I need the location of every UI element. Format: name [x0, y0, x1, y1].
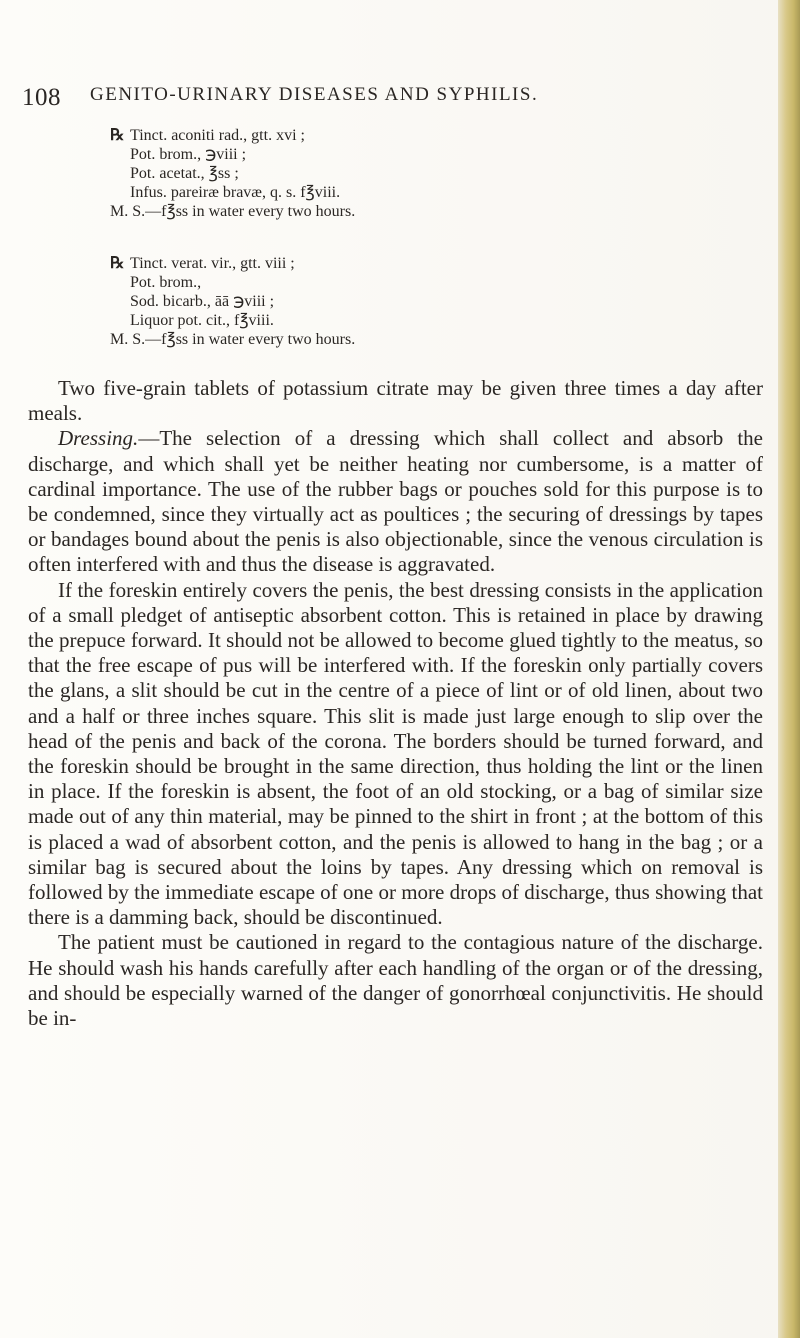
paragraph-text: The patient must be cautioned in regard to the contagious nature of the discharge. He should wash his hands carefully after each handling of the organ or of the dressing, and should be especially warned of the danger of gonorrhœal conjunctivitis. He should be in-: [28, 930, 763, 1031]
prescription-line: Pot. brom., ℈viii ;: [130, 146, 247, 163]
prescription-2: [110, 254, 355, 349]
paragraph-patient-caution: [28, 930, 763, 1031]
paragraph-foreskin: [28, 578, 763, 931]
paragraph-potassium-citrate: [28, 376, 763, 426]
rx-symbol: ℞: [110, 255, 125, 272]
prescription-line: Pot. acetat., ℥ss ;: [130, 165, 239, 182]
page-number: 108: [22, 84, 61, 111]
prescription-line: Pot. brom.,: [130, 274, 202, 291]
prescription-line: Liquor pot. cit., f℥viii.: [130, 312, 274, 329]
prescription-line: Infus. pareiræ bravæ, q. s. f℥viii.: [130, 184, 341, 201]
prescription-1: [110, 126, 355, 221]
running-head: GENITO-URINARY DISEASES AND SYPHILIS.: [90, 84, 539, 105]
prescription-ingredient: Tinct. aconiti rad., gtt. xvi ;: [130, 127, 305, 144]
paragraph-text: Two five-grain tablets of potassium citrate may be given three times a day after meals.: [28, 376, 763, 426]
paragraph-text: If the foreskin entirely covers the penis, the best dressing consists in the application of a small pledget of antiseptic absorbent cotton. This is retained in place by drawing the prepuce forward. It should not be allowed to become glued tightly to the meatus, so that the free escape of pus will be interfered with. If the foreskin only partially covers the glans, a slit should be cut in the centre of a piece of lint or of old linen, about two and a half or three inches square. This slit is made just large enough to slip over the head of the penis and back of the corona. The borders should be turned forward, and the foreskin should be brought in the same direction, thus holding the lint or the linen in place. If the foreskin is absent, the foot of an old stocking, or a bag of similar size made out of any thin material, may be pinned to the shirt in front ; at the bottom of this is placed a wad of absorbent cotton, and the penis is allowed to hang in the bag ; or a similar bag is secured about the loins by tapes. Any dressing which on removal is followed by the immediate escape of one or more drops of discharge, thus showing that there is a damming back, should be discontinued.: [28, 577, 764, 930]
prescription-directions: M. S.—f℥ss in water every two hours.: [110, 331, 356, 348]
paragraph-dressing: [28, 426, 763, 577]
paragraph-lead: Dressing.: [58, 426, 139, 451]
paragraph-text: —The selection of a dressing which shall collect and absorb the discharge, and which shall yet be neither heating nor cumbersome, is a matter of cardinal importance. The use of the rubber bags or pouches sold for this purpose is to be condemned, since they virtually act as poultices ; the securing of dressings by tapes or bandages bound about the penis is also objectionable, since the venous circulation is often interfered with and thus the disease is aggravated.: [28, 426, 763, 577]
page-edge: [778, 0, 800, 1338]
prescription-line: [110, 254, 355, 273]
body-text: [28, 376, 763, 1031]
prescription-line: [110, 126, 355, 145]
rx-symbol: ℞: [110, 127, 125, 144]
prescription-line: Sod. bicarb., āā ℈viii ;: [130, 293, 275, 310]
prescription-ingredient: Tinct. verat. vir., gtt. viii ;: [130, 255, 295, 272]
prescription-directions: M. S.—f℥ss in water every two hours.: [110, 203, 356, 220]
